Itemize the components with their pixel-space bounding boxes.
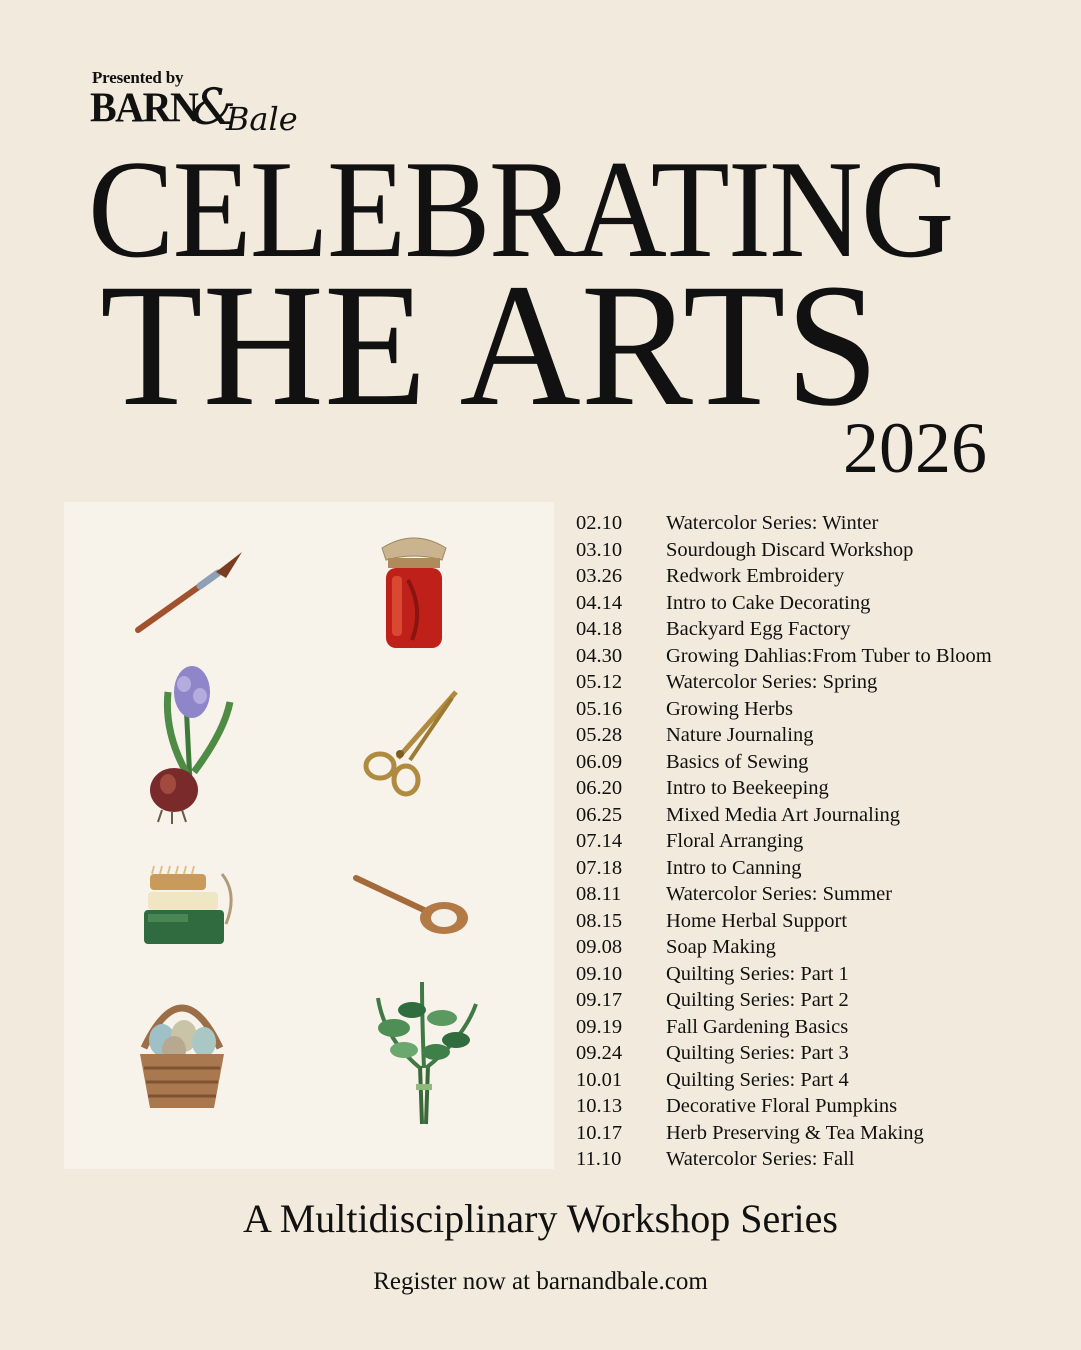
brand-logo-ampersand: & [191,78,236,136]
schedule-workshop-name: Quilting Series: Part 3 [666,1042,849,1064]
schedule-workshop-name: Quilting Series: Part 1 [666,962,849,985]
schedule-workshop-name: Home Herbal Support [666,909,848,932]
brand-logo-barn: BARN [90,83,198,132]
schedule-row [576,510,1066,537]
schedule-date: 03.10 [576,538,623,561]
schedule-workshop-name: Watercolor Series: Spring [666,671,878,693]
illustration-panel [64,502,554,1169]
hyacinth-bulb-icon [144,662,244,827]
schedule-row [576,881,1066,908]
paintbrush-icon [130,546,250,636]
schedule-row [576,1093,1066,1120]
schedule-workshop-name: Watercolor Series: Fall [666,1148,855,1170]
workshop-schedule [576,510,1066,1173]
schedule-workshop-name: Growing Herbs [666,697,793,720]
schedule-date: 09.19 [576,1015,623,1038]
schedule-row [576,537,1066,564]
schedule-date: 03.26 [576,565,623,587]
schedule-row [576,643,1066,670]
schedule-date: 09.08 [576,936,623,958]
schedule-workshop-name: Herb Preserving & Tea Making [666,1121,924,1144]
schedule-date: 11.10 [576,1148,622,1170]
schedule-date: 06.20 [576,777,623,799]
schedule-workshop-name: Sourdough Discard Workshop [666,538,914,561]
schedule-workshop-name: Backyard Egg Factory [666,618,851,640]
schedule-date: 09.17 [576,989,623,1011]
schedule-date: 07.18 [576,856,623,879]
schedule-workshop-name: Watercolor Series: Summer [666,883,893,905]
schedule-workshop-name: Mixed Media Art Journaling [666,803,901,826]
schedule-row [576,590,1066,617]
schedule-row [576,1014,1066,1041]
schedule-row [576,1120,1066,1147]
page-year: 2026 [843,408,987,488]
brand-logo-bale: Bale [225,100,298,138]
schedule-date: 04.18 [576,618,623,640]
presented-by: Presented by [92,68,184,87]
schedule-row [576,987,1066,1014]
schedule-workshop-name: Fall Gardening Basics [666,1015,849,1038]
schedule-date: 05.16 [576,697,623,720]
page-title-line1: CELEBRATING [88,132,953,287]
schedule-date: 07.14 [576,830,623,852]
schedule-workshop-name: Quilting Series: Part 4 [666,1068,849,1091]
schedule-row [576,775,1066,802]
soap-bars-icon [140,864,244,948]
schedule-date: 06.25 [576,803,623,826]
schedule-date: 09.10 [576,962,623,985]
schedule-date: 10.01 [576,1068,623,1091]
schedule-workshop-name: Nature Journaling [666,724,814,746]
scissors-icon [360,688,464,800]
herb-bundle-icon [364,978,484,1126]
schedule-row [576,722,1066,749]
schedule-date: 10.17 [576,1121,623,1144]
schedule-date: 05.28 [576,724,623,746]
schedule-row [576,616,1066,643]
schedule-row [576,696,1066,723]
schedule-row [576,1040,1066,1067]
schedule-date: 10.13 [576,1095,623,1117]
schedule-row [576,908,1066,935]
schedule-row [576,749,1066,776]
schedule-workshop-name: Growing Dahlias:From Tuber to Bloom [666,644,992,667]
egg-basket-icon [134,988,230,1112]
jam-jar-icon [374,530,454,652]
schedule-row [576,669,1066,696]
wooden-spoon-icon [352,868,472,938]
schedule-workshop-name: Intro to Canning [666,856,802,879]
page-title-line2: THE ARTS [100,248,880,443]
schedule-workshop-name: Redwork Embroidery [666,565,845,587]
register-link[interactable]: Register now at barnandbale.com [373,1268,708,1295]
schedule-workshop-name: Watercolor Series: Winter [666,512,879,534]
schedule-date: 09.24 [576,1042,623,1064]
schedule-date: 08.15 [576,909,623,932]
schedule-row [576,563,1066,590]
schedule-date: 08.11 [576,883,622,905]
schedule-date: 05.12 [576,671,623,693]
schedule-date: 04.14 [576,591,623,614]
schedule-workshop-name: Quilting Series: Part 2 [666,989,849,1011]
schedule-workshop-name: Soap Making [666,936,776,958]
schedule-workshop-name: Decorative Floral Pumpkins [666,1095,898,1117]
schedule-row [576,934,1066,961]
schedule-workshop-name: Basics of Sewing [666,750,809,773]
schedule-row [576,802,1066,829]
schedule-date: 06.09 [576,750,623,773]
schedule-row [576,961,1066,988]
schedule-workshop-name: Intro to Cake Decorating [666,591,871,614]
schedule-row [576,855,1066,882]
series-subtitle: A Multidisciplinary Workshop Series [243,1196,838,1241]
schedule-workshop-name: Floral Arranging [666,830,804,852]
schedule-workshop-name: Intro to Beekeeping [666,777,829,799]
schedule-row [576,828,1066,855]
schedule-date: 02.10 [576,512,623,534]
schedule-row [576,1146,1066,1173]
schedule-date: 04.30 [576,644,623,667]
schedule-row [576,1067,1066,1094]
